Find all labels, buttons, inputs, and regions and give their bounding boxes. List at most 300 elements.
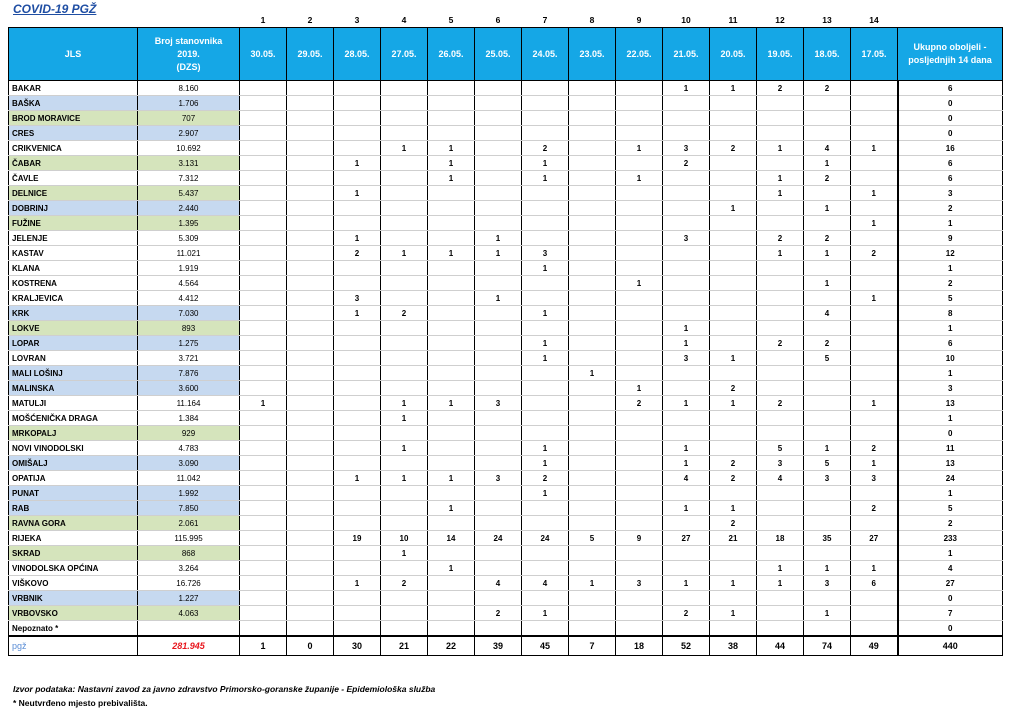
case-count-cell: 2 [522, 141, 569, 156]
case-count-cell [616, 291, 663, 306]
case-count-cell [287, 441, 334, 456]
case-count-cell [428, 81, 475, 96]
case-count-cell [616, 261, 663, 276]
case-count-cell [428, 411, 475, 426]
case-count-cell [569, 81, 616, 96]
case-count-cell [663, 621, 710, 637]
case-count-cell: 1 [757, 171, 804, 186]
case-count-cell: 1 [616, 141, 663, 156]
case-count-cell [287, 246, 334, 261]
day-number: 9 [636, 14, 642, 25]
case-count-cell [334, 381, 381, 396]
case-count-cell [381, 156, 428, 171]
case-count-cell [710, 276, 757, 291]
case-count-cell [240, 381, 287, 396]
case-count-cell: 2 [851, 441, 898, 456]
total-cell: 0 [898, 621, 1003, 637]
case-count-cell [287, 591, 334, 606]
municipality-name: VRBOVSKO [9, 606, 138, 621]
case-count-cell [287, 471, 334, 486]
total-cell: 5 [898, 501, 1003, 516]
case-count-cell [334, 201, 381, 216]
total-header [898, 28, 1003, 81]
case-count-cell [569, 171, 616, 186]
case-count-cell [710, 246, 757, 261]
case-count-cell [804, 486, 851, 501]
municipality-name: VRBNIK [9, 591, 138, 606]
case-count-cell [757, 291, 804, 306]
case-count-cell [710, 321, 757, 336]
case-count-cell: 1 [522, 171, 569, 186]
case-count-cell [569, 486, 616, 501]
case-count-cell [381, 501, 428, 516]
day-number: 13 [822, 14, 832, 25]
population-cell: 7.876 [138, 366, 240, 381]
case-count-cell: 1 [851, 141, 898, 156]
population-cell: 868 [138, 546, 240, 561]
case-count-cell [804, 591, 851, 606]
case-count-cell: 1 [522, 456, 569, 471]
case-count-cell [616, 201, 663, 216]
case-count-cell [851, 351, 898, 366]
day-number: 1 [260, 14, 266, 25]
case-count-cell [663, 591, 710, 606]
case-count-cell [710, 216, 757, 231]
case-count-cell [428, 546, 475, 561]
case-count-cell [663, 126, 710, 141]
case-count-cell [804, 501, 851, 516]
case-count-cell [569, 546, 616, 561]
case-count-cell [240, 126, 287, 141]
case-count-cell: 1 [334, 231, 381, 246]
population-cell: 115.995 [138, 531, 240, 546]
case-count-cell [522, 381, 569, 396]
population-cell: 5.309 [138, 231, 240, 246]
case-count-cell: 2 [663, 156, 710, 171]
case-count-cell: 1 [616, 381, 663, 396]
total-cell: 13 [898, 456, 1003, 471]
date-header: 23.05. [569, 28, 616, 81]
footnote: * Neutvrđeno mjesto prebivališta. [13, 698, 148, 708]
municipality-name: OPATIJA [9, 471, 138, 486]
case-count-cell [475, 516, 522, 531]
case-count-cell [334, 336, 381, 351]
case-count-cell: 1 [616, 276, 663, 291]
case-count-cell: 1 [663, 441, 710, 456]
case-count-cell: 1 [428, 396, 475, 411]
case-count-cell [522, 276, 569, 291]
population-cell: 707 [138, 111, 240, 126]
case-count-cell [616, 456, 663, 471]
case-count-cell [569, 591, 616, 606]
case-count-cell [287, 516, 334, 531]
case-count-cell: 1 [381, 546, 428, 561]
date-header: 29.05. [287, 28, 334, 81]
case-count-cell [475, 621, 522, 637]
case-count-cell [240, 576, 287, 591]
table-row [9, 201, 1003, 216]
case-count-cell [851, 546, 898, 561]
case-count-cell: 1 [334, 576, 381, 591]
case-count-cell: 2 [475, 606, 522, 621]
date-header: 28.05. [334, 28, 381, 81]
case-count-cell [240, 156, 287, 171]
total-header-line2: posljednjih 14 dana [908, 55, 992, 65]
case-count-cell: 1 [334, 306, 381, 321]
case-count-cell: 2 [757, 336, 804, 351]
case-count-cell [569, 156, 616, 171]
case-count-cell [475, 201, 522, 216]
case-count-cell: 6 [851, 576, 898, 591]
table-row [9, 246, 1003, 261]
table-row [9, 186, 1003, 201]
municipality-name: RIJEKA [9, 531, 138, 546]
municipality-name: KLANA [9, 261, 138, 276]
case-count-cell: 1 [663, 336, 710, 351]
case-count-cell: 1 [663, 456, 710, 471]
case-count-cell [522, 411, 569, 426]
day-number-row [9, 12, 1003, 28]
population-cell: 7.312 [138, 171, 240, 186]
day-number: 10 [681, 14, 691, 25]
case-count-cell [240, 216, 287, 231]
case-count-cell [334, 276, 381, 291]
case-count-cell [851, 111, 898, 126]
case-count-cell [381, 516, 428, 531]
case-count-cell [287, 456, 334, 471]
sum-cell: 1 [240, 636, 287, 656]
municipality-name: MALINSKA [9, 381, 138, 396]
case-count-cell [428, 591, 475, 606]
case-count-cell [569, 336, 616, 351]
case-count-cell: 10 [381, 531, 428, 546]
case-count-cell [240, 231, 287, 246]
case-count-cell [569, 231, 616, 246]
case-count-cell [428, 516, 475, 531]
case-count-cell [663, 261, 710, 276]
case-count-cell [381, 171, 428, 186]
case-count-cell [522, 366, 569, 381]
case-count-cell: 1 [428, 561, 475, 576]
table-row [9, 171, 1003, 186]
case-count-cell [334, 501, 381, 516]
case-count-cell: 1 [710, 396, 757, 411]
case-count-cell [522, 231, 569, 246]
case-count-cell [616, 81, 663, 96]
case-count-cell [569, 516, 616, 531]
case-count-cell [475, 126, 522, 141]
total-cell: 16 [898, 141, 1003, 156]
total-cell: 2 [898, 516, 1003, 531]
case-count-cell [851, 411, 898, 426]
case-count-cell [616, 591, 663, 606]
case-count-cell [287, 141, 334, 156]
case-count-cell [381, 456, 428, 471]
case-count-cell [287, 306, 334, 321]
case-count-cell [475, 546, 522, 561]
case-count-cell [381, 381, 428, 396]
municipality-name: DELNICE [9, 186, 138, 201]
sum-cell: 30 [334, 636, 381, 656]
case-count-cell [287, 366, 334, 381]
case-count-cell [428, 441, 475, 456]
population-cell: 1.395 [138, 216, 240, 231]
case-count-cell [381, 231, 428, 246]
population-header-line1: Broj stanovnika [154, 35, 223, 46]
case-count-cell [757, 621, 804, 637]
case-count-cell: 1 [522, 156, 569, 171]
case-count-cell [616, 336, 663, 351]
table-row [9, 441, 1003, 456]
case-count-cell: 1 [428, 141, 475, 156]
case-count-cell: 1 [616, 171, 663, 186]
case-count-cell: 3 [663, 231, 710, 246]
case-count-cell [804, 621, 851, 637]
case-count-cell [569, 381, 616, 396]
municipality-name: DOBRINJ [9, 201, 138, 216]
municipality-name: BAŠKA [9, 96, 138, 111]
case-count-cell [757, 111, 804, 126]
case-count-cell [616, 186, 663, 201]
case-count-cell [334, 486, 381, 501]
table-row [9, 351, 1003, 366]
case-count-cell [334, 141, 381, 156]
case-count-cell [663, 306, 710, 321]
case-count-cell [804, 321, 851, 336]
case-count-cell [757, 201, 804, 216]
municipality-name: ČABAR [9, 156, 138, 171]
case-count-cell: 1 [428, 156, 475, 171]
case-count-cell [851, 156, 898, 171]
case-count-cell [381, 276, 428, 291]
municipality-name: KRK [9, 306, 138, 321]
table-row [9, 276, 1003, 291]
case-count-cell [240, 321, 287, 336]
case-count-cell [240, 441, 287, 456]
case-count-cell [287, 201, 334, 216]
population-cell: 7.850 [138, 501, 240, 516]
total-cell: 1 [898, 486, 1003, 501]
case-count-cell [616, 426, 663, 441]
population-cell: 4.412 [138, 291, 240, 306]
case-count-cell: 1 [851, 396, 898, 411]
case-count-cell [851, 96, 898, 111]
sum-population: 281.945 [138, 636, 240, 656]
day-number: 8 [589, 14, 595, 25]
case-count-cell: 1 [381, 246, 428, 261]
case-count-cell [851, 201, 898, 216]
population-cell: 3.721 [138, 351, 240, 366]
case-count-cell [569, 561, 616, 576]
case-count-cell [334, 366, 381, 381]
case-count-cell [381, 351, 428, 366]
case-count-cell [240, 291, 287, 306]
case-count-cell: 2 [710, 381, 757, 396]
case-count-cell: 4 [475, 576, 522, 591]
case-count-cell [851, 126, 898, 141]
case-count-cell [240, 111, 287, 126]
total-cell: 6 [898, 171, 1003, 186]
case-count-cell [616, 366, 663, 381]
case-count-cell [334, 441, 381, 456]
case-count-cell: 1 [804, 201, 851, 216]
case-count-cell [475, 441, 522, 456]
table-row [9, 111, 1003, 126]
case-count-cell [381, 621, 428, 637]
table-row [9, 291, 1003, 306]
case-count-cell [428, 381, 475, 396]
case-count-cell [522, 501, 569, 516]
municipality-name: PUNAT [9, 486, 138, 501]
total-cell: 2 [898, 276, 1003, 291]
case-count-cell: 1 [804, 276, 851, 291]
case-count-cell: 2 [381, 306, 428, 321]
case-count-cell: 1 [522, 306, 569, 321]
population-cell: 2.907 [138, 126, 240, 141]
case-count-cell [710, 546, 757, 561]
case-count-cell [334, 216, 381, 231]
total-cell: 4 [898, 561, 1003, 576]
case-count-cell [569, 396, 616, 411]
table-row [9, 426, 1003, 441]
case-count-cell [287, 186, 334, 201]
population-cell: 1.384 [138, 411, 240, 426]
case-count-cell [757, 546, 804, 561]
case-count-cell [428, 426, 475, 441]
total-cell: 9 [898, 231, 1003, 246]
case-count-cell [428, 351, 475, 366]
case-count-cell: 1 [663, 321, 710, 336]
case-count-cell [334, 351, 381, 366]
case-count-cell [569, 141, 616, 156]
case-count-cell [475, 411, 522, 426]
case-count-cell: 1 [334, 186, 381, 201]
case-count-cell: 1 [240, 396, 287, 411]
case-count-cell [381, 216, 428, 231]
case-count-cell: 2 [757, 396, 804, 411]
case-count-cell [334, 456, 381, 471]
case-count-cell: 1 [334, 471, 381, 486]
case-count-cell: 1 [522, 351, 569, 366]
municipality-name: OMIŠALJ [9, 456, 138, 471]
case-count-cell: 4 [804, 306, 851, 321]
case-count-cell [287, 291, 334, 306]
case-count-cell [522, 561, 569, 576]
case-count-cell [757, 306, 804, 321]
case-count-cell [381, 591, 428, 606]
case-count-cell: 2 [616, 396, 663, 411]
case-count-cell [757, 216, 804, 231]
case-count-cell [428, 186, 475, 201]
case-count-cell [522, 111, 569, 126]
case-count-cell: 2 [710, 456, 757, 471]
case-count-cell [334, 126, 381, 141]
total-header-line1: Ukupno oboljeli - [913, 42, 987, 52]
case-count-cell [475, 366, 522, 381]
case-count-cell [851, 81, 898, 96]
case-count-cell [334, 426, 381, 441]
case-count-cell [240, 621, 287, 637]
case-count-cell [381, 81, 428, 96]
case-count-cell [240, 501, 287, 516]
case-count-cell [475, 486, 522, 501]
case-count-cell [804, 186, 851, 201]
case-count-cell [804, 411, 851, 426]
case-count-cell [569, 306, 616, 321]
case-count-cell [757, 96, 804, 111]
case-count-cell: 3 [804, 471, 851, 486]
case-count-cell: 19 [334, 531, 381, 546]
case-count-cell: 2 [663, 606, 710, 621]
case-count-cell [428, 366, 475, 381]
case-count-cell [381, 201, 428, 216]
case-count-cell: 1 [522, 336, 569, 351]
case-count-cell: 5 [569, 531, 616, 546]
case-count-cell [569, 351, 616, 366]
case-count-cell: 2 [804, 336, 851, 351]
sum-cell: 38 [710, 636, 757, 656]
case-count-cell [569, 411, 616, 426]
case-count-cell [710, 621, 757, 637]
case-count-cell [569, 426, 616, 441]
case-count-cell [334, 411, 381, 426]
case-count-cell: 1 [475, 246, 522, 261]
case-count-cell [240, 141, 287, 156]
case-count-cell [569, 246, 616, 261]
case-count-cell [240, 201, 287, 216]
case-count-cell [287, 321, 334, 336]
population-cell: 16.726 [138, 576, 240, 591]
total-cell: 0 [898, 126, 1003, 141]
case-count-cell [804, 216, 851, 231]
table-row [9, 321, 1003, 336]
population-cell: 2.440 [138, 201, 240, 216]
case-count-cell: 2 [851, 246, 898, 261]
case-count-cell: 1 [757, 186, 804, 201]
case-count-cell: 14 [428, 531, 475, 546]
case-count-cell [287, 381, 334, 396]
case-count-cell [287, 351, 334, 366]
case-count-cell: 1 [757, 576, 804, 591]
case-count-cell [381, 291, 428, 306]
case-count-cell [757, 351, 804, 366]
case-count-cell [804, 111, 851, 126]
case-count-cell [757, 426, 804, 441]
day-number: 3 [354, 14, 360, 25]
day-number: 7 [542, 14, 548, 25]
table-row [9, 81, 1003, 96]
case-count-cell: 4 [522, 576, 569, 591]
case-count-cell [475, 561, 522, 576]
case-count-cell [710, 306, 757, 321]
municipality-name: VIŠKOVO [9, 576, 138, 591]
case-count-cell [616, 246, 663, 261]
date-header: 24.05. [522, 28, 569, 81]
case-count-cell: 1 [710, 501, 757, 516]
sum-label: pgž [9, 636, 138, 656]
case-count-cell [287, 606, 334, 621]
case-count-cell [240, 606, 287, 621]
total-cell: 1 [898, 411, 1003, 426]
case-count-cell [569, 441, 616, 456]
table-row [9, 546, 1003, 561]
case-count-cell [428, 321, 475, 336]
case-count-cell: 3 [522, 246, 569, 261]
case-count-cell: 3 [663, 351, 710, 366]
case-count-cell [851, 486, 898, 501]
total-cell: 12 [898, 246, 1003, 261]
table-row [9, 561, 1003, 576]
